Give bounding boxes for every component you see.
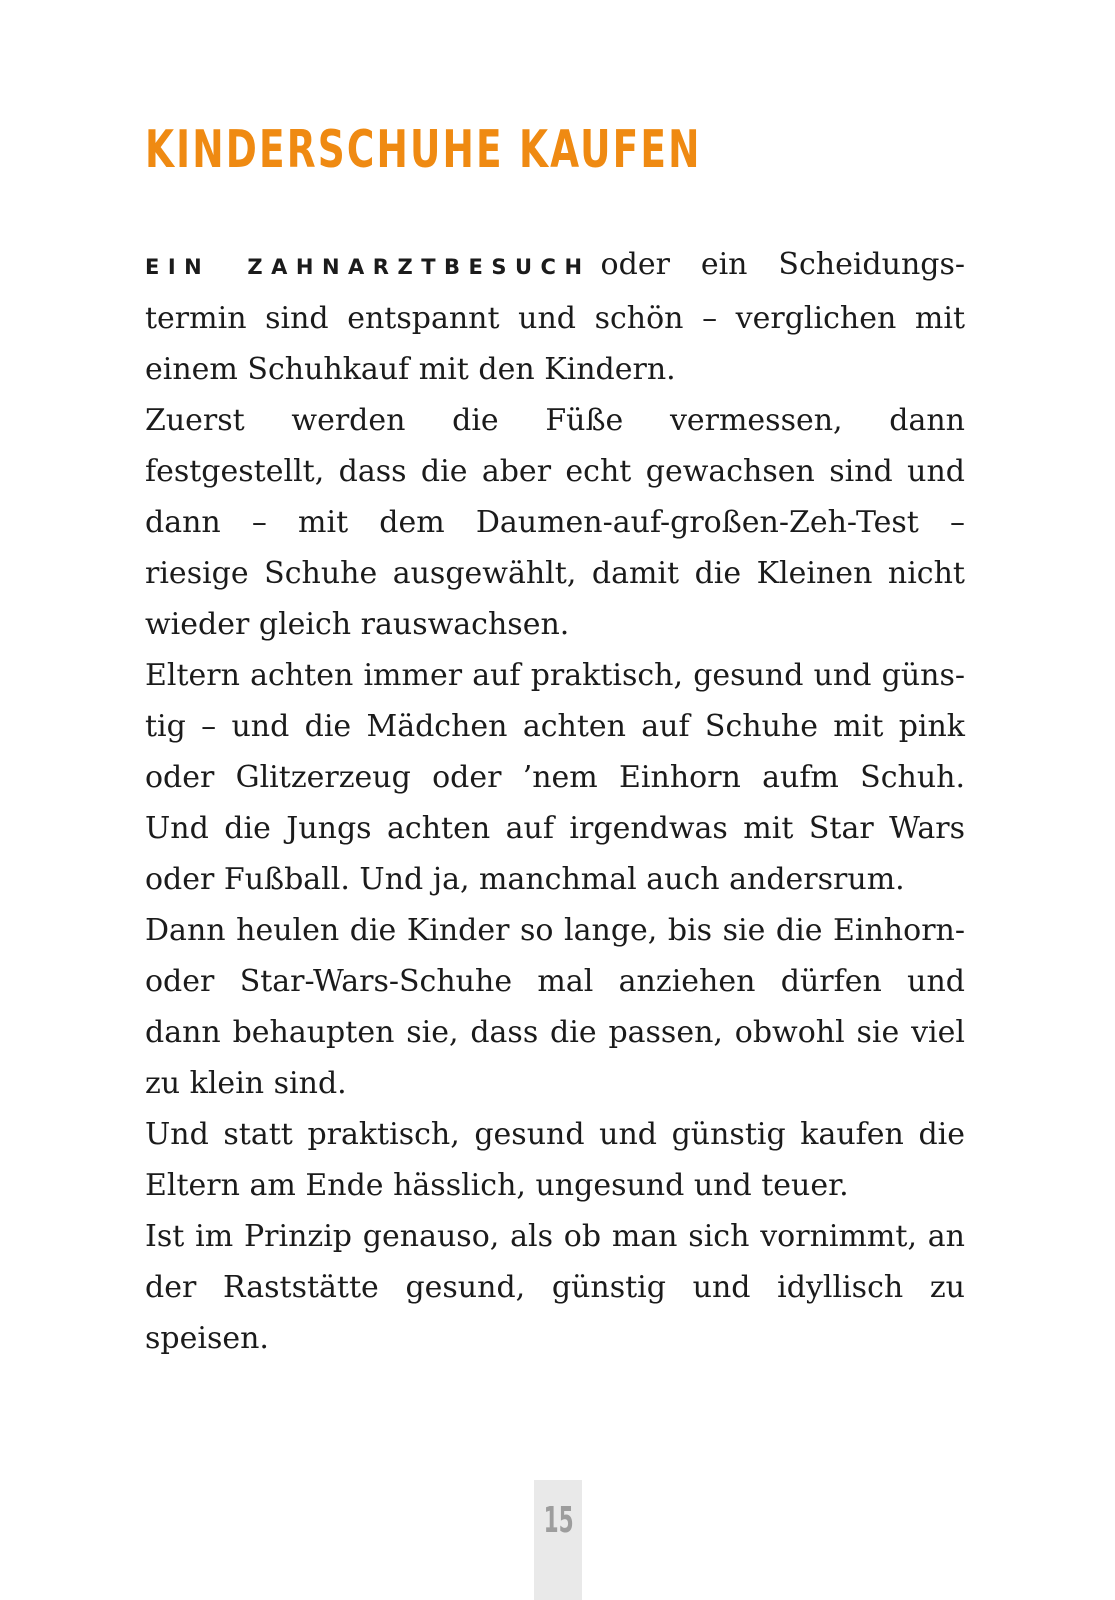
page-number: 15 (543, 1500, 574, 1541)
body-paragraph-5: Und statt praktisch, gesund und günstig kaufen die Eltern am Ende hässlich, ungesund und teuer. (145, 1117, 965, 1203)
body-paragraph-6: Ist im Prinzip genauso, als ob man sich vornimmt, an der Raststätte gesund, günstig und idyllisch zu speisen. (145, 1219, 965, 1356)
lead-in-caps: EIN ZAHNARZTBESUCH (145, 255, 591, 279)
body-paragraph-3: Eltern achten immer auf praktisch, gesund und günstig – und die Mädchen achten auf Schuhe mit pink oder Glitzerzeug oder ’nem Einhorn aufm Schuh. Und die Jungs achten auf irgendwas mit Star Wars oder Fußball. Und ja, manchmal auch andersrum. (145, 658, 965, 897)
paragraph-1-text: oder ein Scheidungstermin sind entspannt und schön – verglichen mit einem Schuhkauf mit den Kindern. (145, 247, 965, 387)
chapter-body (145, 239, 965, 1364)
body-paragraph-4: Dann heulen die Kinder so lange, bis sie die Einhorn- oder Star-Wars-Schuhe mal anziehen dürfen und dann behaupten sie, dass die passen, obwohl sie viel zu klein sind. (145, 913, 965, 1101)
body-paragraph-2: Zuerst werden die Füße vermessen, dann festgestellt, dass die aber echt gewachsen sind und dann – mit dem Daumen-auf-großen-Zeh-Test – riesige Schuhe ausgewählt, damit die Kleinen nicht wieder gleich rauswachsen. (145, 403, 965, 642)
chapter-title: KINDERSCHUHE KAUFEN (145, 120, 702, 180)
page-number-tab (534, 1480, 582, 1600)
body-paragraph-1 (145, 239, 965, 395)
